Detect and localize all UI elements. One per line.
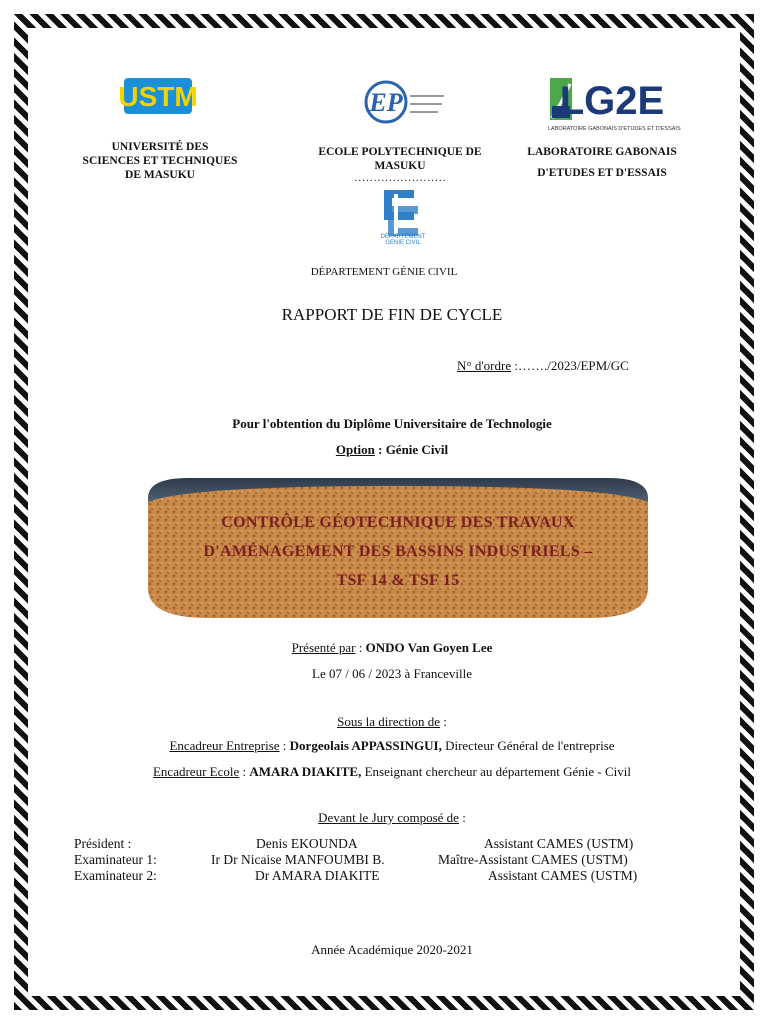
- report-title: RAPPORT DE FIN DE CYCLE: [281, 305, 503, 324]
- department-logo-caption-2: GENIE CIVIL: [385, 240, 421, 246]
- jury-row: [74, 868, 694, 884]
- svg-text:USTM: USTM: [118, 81, 198, 112]
- jury-name: Dr AMARA DIAKITE: [255, 868, 380, 883]
- jury-role: Président :: [74, 836, 132, 851]
- lg2e-logo: [548, 74, 681, 136]
- jury-title: Assistant CAMES (USTM): [484, 836, 634, 851]
- department-label: DÉPARTEMENT GÉNIE CIVIL: [310, 266, 458, 278]
- polytechnique-logo: [362, 74, 448, 130]
- jury-row: [74, 836, 694, 852]
- laboratory-name: LABORATOIRE GABONAIS D'ETUDES ET D'ESSAIS: [527, 146, 677, 179]
- ustm-logo: [120, 70, 196, 122]
- svg-text:EP: EP: [369, 88, 403, 117]
- school-name: ECOLE POLYTECHNIQUE DE MASUKU ……………………: [318, 146, 482, 184]
- academic-year: Année Académique 2020-2021: [311, 942, 473, 957]
- subject-title: CONTRÔLE GÉOTECHNIQUE DES TRAVAUX D'AMÉNAGEMENT DES BASSINS INDUSTRIELS – TSF 14 & TSF 15: [203, 514, 593, 589]
- university-name: UNIVERSITÉ DES SCIENCES ET TECHNIQUES DE MASUKU: [82, 141, 238, 181]
- jury-heading: Devant le Jury composé de :: [318, 810, 466, 825]
- jury-title: Maître-Assistant CAMES (USTM): [438, 852, 628, 867]
- order-number: N° d'ordre :……./2023/EPM/GC: [457, 358, 629, 373]
- jury-name: Denis EKOUNDA: [256, 836, 358, 851]
- jury-name: Ir Dr Nicaise MANFOUMBI B.: [211, 852, 385, 867]
- department-logo-caption-1: DEPARTEMENT: [380, 234, 426, 240]
- date-place: Le 07 / 06 / 2023 à Franceville: [312, 666, 472, 681]
- genie-civil-logo: [366, 184, 436, 250]
- lg2e-caption: LABORATOIRE GABONAIS D'ETUDES ET D'ESSAIS: [548, 126, 681, 132]
- svg-text:LG2E: LG2E: [559, 79, 665, 123]
- jury-row: [74, 852, 694, 868]
- company-supervisor: Encadreur Entreprise : Dorgeolais APPASSINGUI, Directeur Général de l'entreprise: [169, 738, 615, 753]
- option-line: Option : Génie Civil: [335, 442, 449, 457]
- supervision-heading: Sous la direction de :: [337, 714, 447, 729]
- presented-by: Présenté par : ONDO Van Goyen Lee: [291, 640, 493, 655]
- school-supervisor: Encadreur Ecole : AMARA DIAKITE, Enseignant chercheur au département Génie - Civil: [152, 764, 631, 779]
- jury-role: Examinateur 2:: [74, 868, 157, 883]
- jury-role: Examinateur 1:: [74, 852, 157, 867]
- jury-title: Assistant CAMES (USTM): [488, 868, 638, 883]
- diploma-line: Pour l'obtention du Diplôme Universitaire de Technologie: [232, 416, 552, 431]
